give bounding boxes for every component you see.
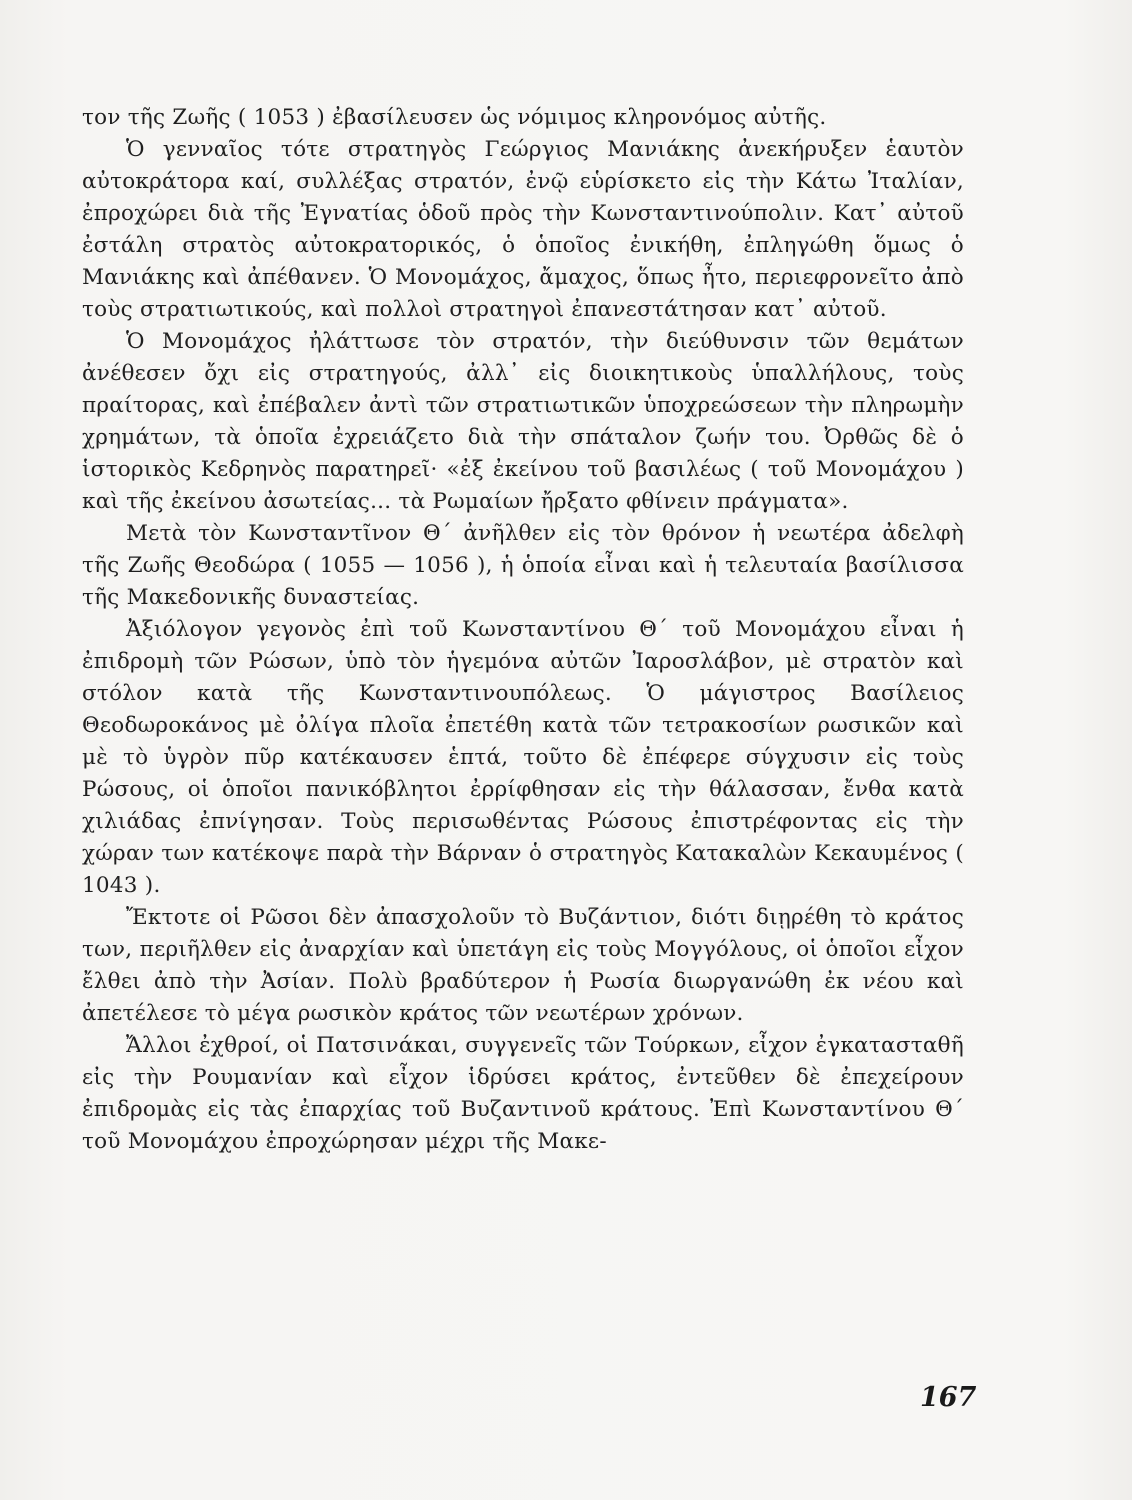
paragraph: Ἀξιόλογον γεγονὸς ἐπὶ τοῦ Κωνσταντίνου Θ΄ τοῦ Μονομάχου εἶναι ἡ ἐπιδρομὴ τῶν Ρώσων, ὑπὸ τὸν ἡγεμόνα αὐτῶν Ἰαροσλάβον, μὲ στρατὸν καὶ στόλον κατὰ τῆς Κωνσταντινουπόλεως. Ὁ μάγιστρος Βασίλειος Θεοδωροκάνος μὲ ὀλίγα πλοῖα ἐπετέθη κατὰ τῶν τετρακοσίων ρωσικῶν καὶ μὲ τὸ ὑγρὸν πῦρ κατέκαυσεν ἑπτά, τοῦτο δὲ ἐπέφερε σύγχυσιν εἰς τοὺς Ρώσους, οἱ ὁποῖοι πανικόβλητοι ἐρρίφθησαν εἰς τὴν θάλασσαν, ἔνθα κατὰ χιλιάδας ἐπνίγησαν. Τοὺς περισωθέντας Ρώσους ἐπιστρέφοντας εἰς τὴν χώραν των κατέκοψε παρὰ τὴν Βάρναν ὁ στρατηγὸς Κατακαλὼν Κεκαυμένος ( 1043 ). — [82, 617, 964, 898]
paragraph: Ἔκτοτε οἱ Ρῶσοι δὲν ἀπασχολοῦν τὸ Βυζάντιον, διότι διῃρέθη τὸ κράτος των, περιῆλθεν εἰς ἀναρχίαν καὶ ὑπετάγη εἰς τοὺς Μογγόλους, οἱ ὁποῖοι εἶχον ἔλθει ἀπὸ τὴν Ἀσίαν. Πολὺ βραδύτερον ἡ Ρωσία διωργανώθη ἐκ νέου καὶ ἀπετέλεσε τὸ μέγα ρωσικὸν κράτος τῶν νεωτέρων χρόνων. — [82, 905, 964, 1026]
body-text — [82, 102, 964, 1158]
paragraph: τον τῆς Ζωῆς ( 1053 ) ἐβασίλευσεν ὡς νόμιμος κληρονόμος αὐτῆς. — [82, 105, 827, 130]
page-number: 167 — [920, 1382, 977, 1413]
paragraph: Ἄλλοι ἐχθροί, οἱ Πατσινάκαι, συγγενεῖς τῶν Τούρκων, εἶχον ἐγκατασταθῆ εἰς τὴν Ρουμανίαν καὶ εἶχον ἱδρύσει κράτος, ἐντεῦθεν δὲ ἐπεχείρουν ἐπιδρομὰς εἰς τὰς ἐπαρχίας τοῦ Βυζαντινοῦ κράτους. Ἐπὶ Κωνσταντίνου Θ΄ τοῦ Μονομάχου ἐπροχώρησαν μέχρι τῆς Μακε- — [82, 1033, 964, 1154]
paragraph: Ὁ γενναῖος τότε στρατηγὸς Γεώργιος Μανιάκης ἀνεκήρυξεν ἑαυτὸν αὐτοκράτορα καί, συλλέξας στρατόν, ἐνῷ εὑρίσκετο εἰς τὴν Κάτω Ἰταλίαν, ἐπροχώρει διὰ τῆς Ἐγνατίας ὁδοῦ πρὸς τὴν Κωνσταντινούπολιν. Κατ᾽ αὐτοῦ ἐστάλη στρατὸς αὐτοκρατορικός, ὁ ὁποῖος ἐνικήθη, ἐπληγώθη ὅμως ὁ Μανιάκης καὶ ἀπέθανεν. Ὁ Μονομάχος, ἄμαχος, ὅπως ἦτο, περιεφρονεῖτο ἀπὸ τοὺς στρατιωτικούς, καὶ πολλοὶ στρατηγοὶ ἐπανεστάτησαν κατ᾽ αὐτοῦ. — [82, 137, 964, 322]
paragraph: Μετὰ τὸν Κωνσταντῖνον Θ΄ ἀνῆλθεν εἰς τὸν θρόνον ἡ νεωτέρα ἀδελφὴ τῆς Ζωῆς Θεοδώρα ( 1055 — 1056 ), ἡ ὁποία εἶναι καὶ ἡ τελευταία βασίλισσα τῆς Μακεδονικῆς δυναστείας. — [82, 521, 964, 610]
paragraph: Ὁ Μονομάχος ἠλάττωσε τὸν στρατόν, τὴν διεύθυνσιν τῶν θεμάτων ἀνέθεσεν ὄχι εἰς στρατηγούς, ἀλλ᾽ εἰς διοικητικοὺς ὑπαλλήλους, τοὺς πραίτορας, καὶ ἐπέβαλεν ἀντὶ τῶν στρατιωτικῶν ὑποχρεώσεων τὴν πληρωμὴν χρημάτων, τὰ ὁποῖα ἐχρειάζετο διὰ τὴν σπάταλον ζωήν του. Ὀρθῶς δὲ ὁ ἱστορικὸς Κεδρηνὸς παρατηρεῖ· «ἐξ ἐκείνου τοῦ βασιλέως ( τοῦ Μονομάχου ) καὶ τῆς ἐκείνου ἀσωτείας... τὰ Ρωμαίων ἤρξατο φθίνειν πράγματα». — [82, 329, 964, 514]
